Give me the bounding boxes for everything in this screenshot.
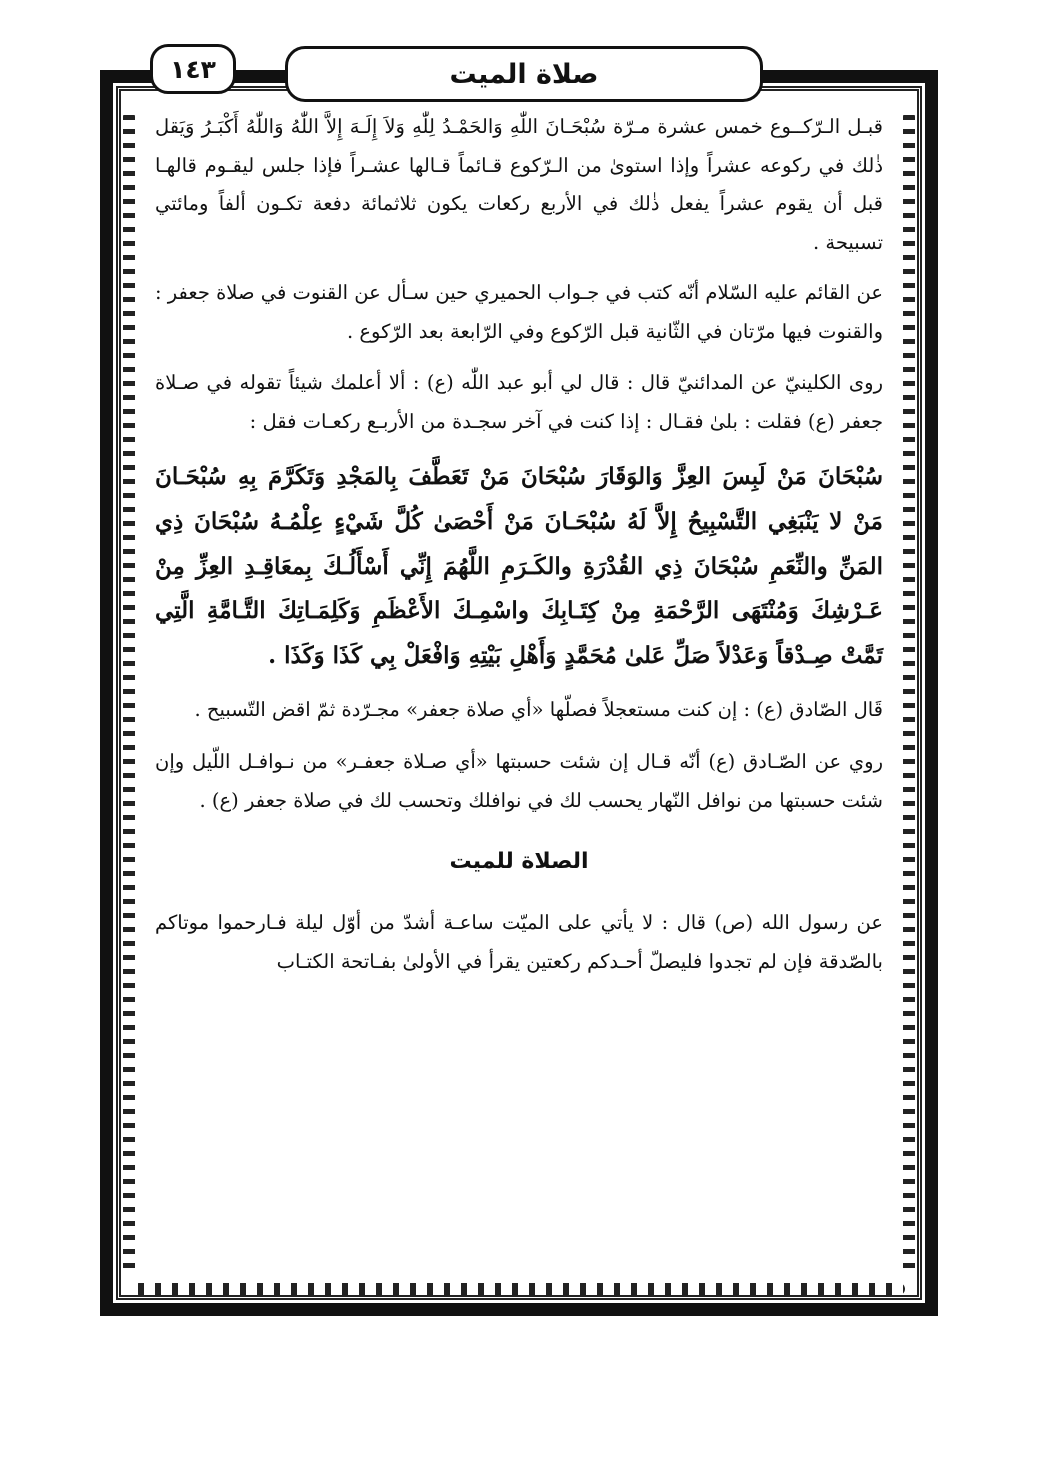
page-number-box bbox=[150, 44, 236, 94]
paragraph-kulayni: روى الكلينيّ عن المدائنيّ قال : قال لي أبو عبد اللّٰه (ع) : ألا أعلمك شيئاً تقوله في صـلاة جعفر (ع) فقلت : بلىٰ فقـال : إذا كنت في آخر سجـدة من الأربـع ركعـات فقل : bbox=[155, 371, 883, 433]
page-title: صلاة الميت bbox=[449, 58, 599, 90]
paragraph-qunut: عن القائم عليه السّلام أنّه كتب في جـواب الحميري حين سـأل عن القنوت في صلاة جعفر : والقنوت فيها مرّتان في الثّانية قبل الرّكوع وفي الرّابعة بعد الرّكوع . bbox=[155, 281, 883, 343]
bottom-border-ornament bbox=[133, 1283, 905, 1295]
paragraph-rukoo-tasbih: قبـل الـرّكــوع خمس عشرة مـرّة سُبْحَـانَ اللّٰهِ وَالحَمْـدُ لِلّٰهِ وَلاَ إِلَـهَ إِلاَّ اللّٰهُ وَاللّٰهُ أَكْبَـرُ وَيَقل ذٰلك في ركوعه عشراً وإذا استوىٰ من الـرّكوع قـائماً قـالها عشـراً فإذا جلس ليقـوم قالهـا قبل أن يقوم عشراً يفعل ذٰلك في الأربع ركعات يكون ثلاثمائة دفعة تكـون ألفاً ومائتي تسبيحة . bbox=[155, 115, 883, 254]
paragraph-dua: سُبْحَانَ مَنْ لَبِسَ العِزَّ وَالوَقَارَ سُبْحَانَ مَنْ تَعَطَّفَ بِالمَجْدِ وَتَكَرَّمَ بِهِ سُبْحَـانَ مَنْ لا يَنْبَغِي التَّسْبِيحُ إِلاَّ لَهُ سُبْحَـانَ مَنْ أَحْصَىٰ كُلَّ شَيْءٍ عِلْمُـهُ سُبْحَانَ ذِي المَنِّ والنِّعَمِ سُبْحَانَ ذِي القُدْرَةِ والكَـرَمِ اللَّهُمَ إِنِّي أَسْأَلُـكَ بِمعَاقِـدِ العِزِّ مِنْ عَـرْشِكَ وَمُنْتَهَى الرَّحْمَةِ مِنْ كِتَـابِكَ واسْمِـكَ الأَعْظَمِ وَكَلِمَـاتِكَ التَّـامَّةِ الَّتِي تَمَّتْ صِـدْقاً وَعَدْلاً صَلِّ عَلىٰ مُحَمَّدٍ وَأَهْلِ بَيْتِهِ وَافْعَلْ بِي كَذَا وَكَذَا . bbox=[155, 463, 883, 670]
paragraph-sadiq-hurry: قَال الصّادق (ع) : إن كنت مستعجلاً فصلّها «أي صلاة جعفر» مجـرّدة ثمّ اقض التّسبيح . bbox=[194, 697, 883, 721]
paragraph-prophet-hadith: عن رسول الله (ص) قال : لا يأتي على الميّت ساعـة أشدّ من أوّل ليلة فـارحموا موتاكم بالصّدقة فإن لم تجدوا فليصلّ أحـدكم ركعتين يقرأ في الأولىٰ بفـاتحة الكتـاب bbox=[155, 911, 883, 973]
paragraph-sadiq-nawafil: روي عن الصّـادق (ع) أنّه قـال إن شئت حسبتها «أي صـلاة جعفـر» من نـوافـل اللّيل وإن شئت حسبتها من نوافل النّهار يحسب لك في نوافلك وتحسب لك في صلاة جعفر (ع) . bbox=[155, 750, 883, 812]
page-body bbox=[155, 108, 883, 981]
left-border-ornament bbox=[123, 111, 135, 1275]
right-border-ornament bbox=[903, 111, 915, 1275]
header-title-box bbox=[285, 46, 763, 102]
section-heading: الصلاة للميت bbox=[449, 849, 589, 875]
page-number: ١٤٣ bbox=[170, 54, 216, 84]
